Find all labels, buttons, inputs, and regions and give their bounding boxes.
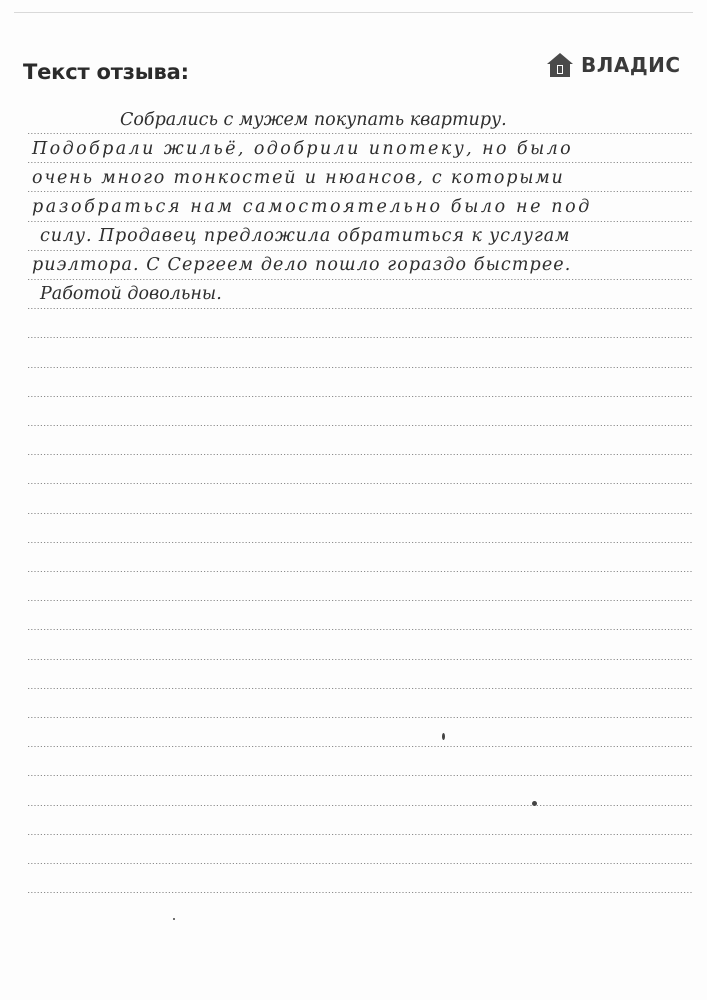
review-line: Подобрали жильё, одобрили ипотеку, но было	[32, 139, 574, 159]
page-title: Текст отзыва:	[23, 60, 189, 84]
review-line: Собрались с мужем покупать квартиру.	[120, 110, 507, 130]
review-line: разобраться нам самостоятельно было не под	[32, 197, 592, 217]
review-line: Работой довольны.	[40, 284, 222, 304]
review-line: очень много тонкостей и нюансов, с которыми	[32, 168, 565, 188]
review-line: риэлтора. С Сергеем дело пошло гораздо быстрее.	[32, 255, 572, 275]
review-line: силу. Продавец предложила обратиться к услугам	[40, 226, 571, 246]
paper-speck	[173, 918, 175, 920]
paper-speck	[532, 801, 537, 806]
brand-name: ВЛАДИС	[581, 53, 681, 77]
paper-speck	[442, 733, 445, 740]
